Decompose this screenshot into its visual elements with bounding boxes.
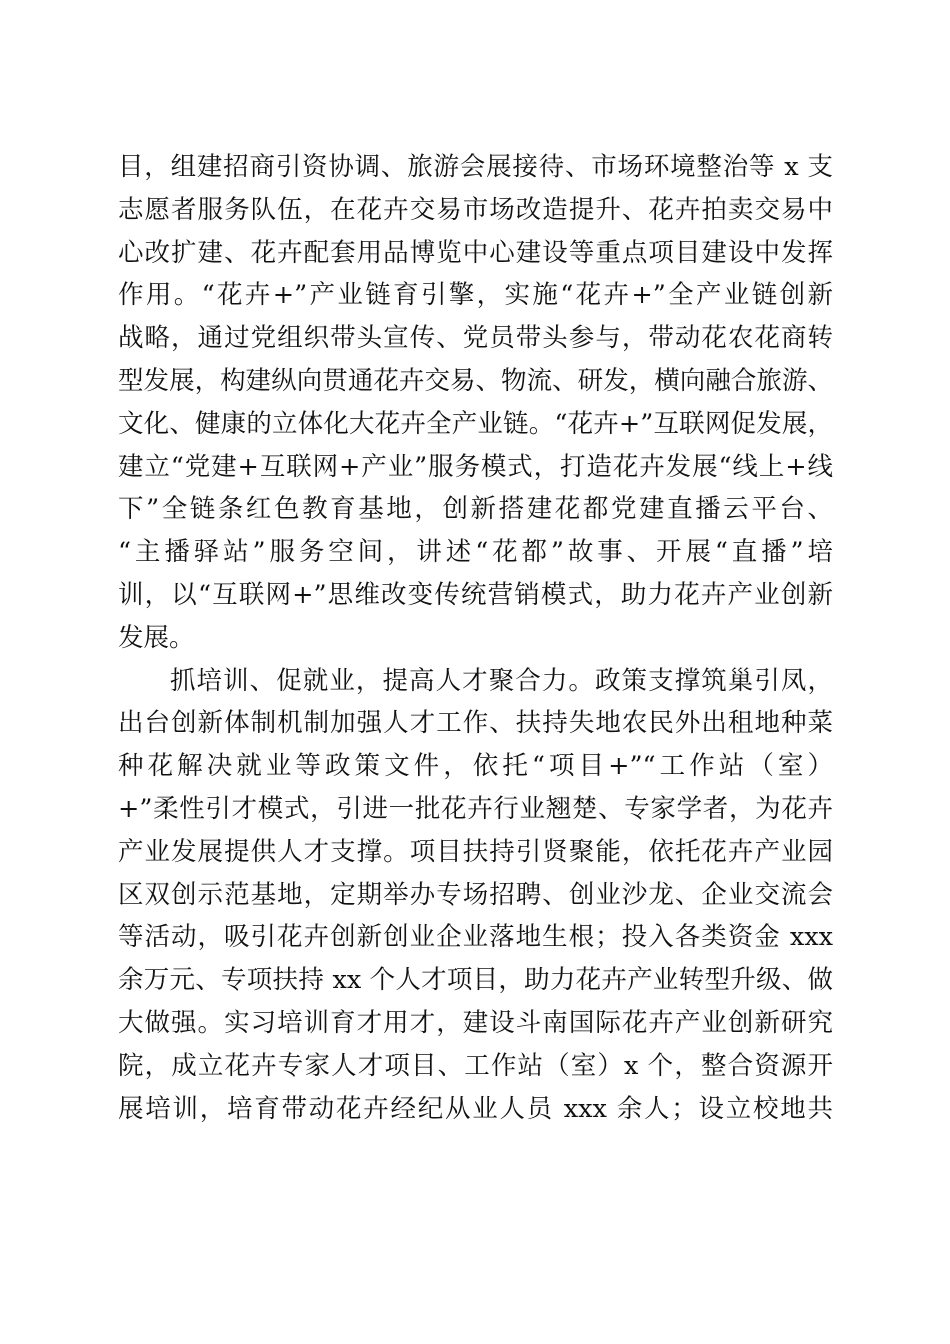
text-line: 余万元、专项扶持 xx 个人才项目，助力花卉产业转型升级、做 [118, 965, 833, 996]
paragraph-2 [118, 660, 833, 1131]
text-line: 院，成立花卉专家人才项目、工作站（室）x 个，整合资源开 [118, 1050, 833, 1081]
text-line: 出台创新体制机制加强人才工作、扶持失地农民外出租地种菜 [118, 708, 833, 739]
document-page [118, 146, 833, 1130]
text-line: 抓培训、促就业，提高人才聚合力。政策支撑筑巢引凤， [170, 665, 833, 696]
text-line: 型发展，构建纵向贯通花卉交易、物流、研发，横向融合旅游、 [118, 365, 833, 396]
text-line: 展培训，培育带动花卉经纪从业人员 xxx 余人；设立校地共 [118, 1093, 833, 1124]
text-line: 大做强。实习培训育才用才，建设斗南国际花卉产业创新研究 [118, 1007, 833, 1038]
text-line: 志愿者服务队伍，在花卉交易市场改造提升、花卉拍卖交易中 [118, 194, 833, 225]
text-line: 下”全链条红色教育基地，创新搭建花都党建直播云平台、 [118, 494, 833, 525]
text-line: “主播驿站”服务空间，讲述“花都”故事、开展“直播”培 [118, 537, 833, 568]
text-line: 产业发展提供人才支撑。项目扶持引贤聚能，依托花卉产业园 [118, 836, 833, 867]
text-line: 文化、健康的立体化大花卉全产业链。“花卉+”互联网促发展， [118, 408, 833, 439]
text-line: +”柔性引才模式，引进一批花卉行业翘楚、专家学者，为花卉 [118, 793, 833, 824]
text-line: 心改扩建、花卉配套用品博览中心建设等重点项目建设中发挥 [118, 237, 833, 268]
text-line: 作用。“花卉+”产业链育引擎，实施“花卉+”全产业链创新 [118, 280, 833, 311]
text-line: 战略，通过党组织带头宣传、党员带头参与，带动花农花商转 [118, 323, 833, 354]
text-line: 目，组建招商引资协调、旅游会展接待、市场环境整治等 x 支 [118, 152, 833, 182]
text-line: 发展。 [118, 622, 195, 653]
text-line: 建立“党建+互联网+产业”服务模式，打造花卉发展“线上+线 [118, 451, 833, 482]
text-line: 等活动，吸引花卉创新创业企业落地生根；投入各类资金 xxx [118, 922, 833, 953]
text-line: 训，以“互联网+”思维改变传统营销模式，助力花卉产业创新 [118, 579, 833, 610]
paragraph-1 [118, 146, 833, 660]
text-line: 区双创示范基地，定期举办专场招聘、创业沙龙、企业交流会 [118, 879, 833, 910]
text-line: 种花解决就业等政策文件，依托“项目+”“工作站（室） [118, 751, 833, 782]
